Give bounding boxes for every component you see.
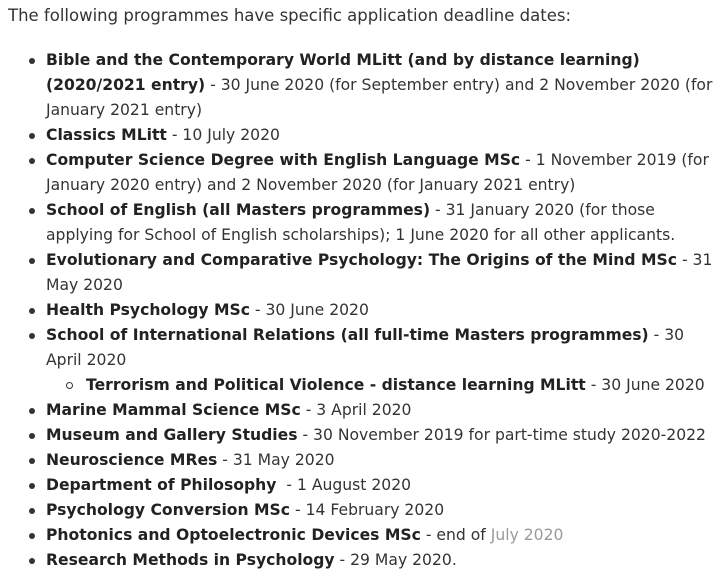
programme-deadline: - 29 May 2020. — [334, 551, 457, 569]
programme-deadline: - end of — [420, 526, 486, 544]
programme-name: Photonics and Optoelectronic Devices MSc — [46, 526, 421, 544]
programme-deadline: - 14 February 2020 — [290, 501, 445, 519]
programme-deadline: - 3 April 2020 — [300, 401, 412, 419]
programme-name: School of International Relations (all full-time Masters programmes) — [46, 326, 649, 344]
programme-deadline-list — [0, 48, 720, 573]
list-item-marine-mammal-science — [0, 398, 720, 423]
list-item-computer-science — [0, 148, 720, 198]
programme-name: Museum and Gallery Studies — [46, 426, 298, 444]
list-item-research-methods — [0, 548, 720, 573]
list-item-terrorism-political-violence — [46, 373, 714, 398]
programme-deadline: - 30 November 2019 for part-time study 2020-2022 — [297, 426, 706, 444]
programme-name: Psychology Conversion MSc — [46, 501, 291, 519]
programme-name: Evolutionary and Comparative Psychology: The Origins of the Mind MSc — [46, 251, 677, 269]
programme-name: School of English (all Masters programmes) — [46, 201, 431, 219]
programme-name: Classics MLitt — [46, 126, 167, 144]
programme-deadline-faded: July 2020 — [485, 526, 564, 544]
programme-name: Marine Mammal Science MSc — [46, 401, 301, 419]
programme-deadline: - 10 July 2020 — [166, 126, 280, 144]
programme-deadline: - 31 January 2020 (for those applying for School of English scholarships); 1 June 2020 for all other applicants. — [46, 201, 676, 244]
list-item-photonics — [0, 523, 720, 548]
programme-deadline: - 30 June 2020 (for September entry) and 2 November 2020 (for January 2021 entry) — [46, 76, 713, 119]
programme-deadline: - 30 June 2020 — [249, 301, 369, 319]
programme-name: Department of Philosophy — [46, 476, 277, 494]
list-item-museum-gallery-studies — [0, 423, 720, 448]
programme-deadline: - 30 June 2020 — [585, 376, 705, 394]
list-item-psychology-conversion — [0, 498, 720, 523]
list-item-bible-contemporary-world — [0, 48, 720, 123]
programme-name: Computer Science Degree with English Language MSc — [46, 151, 521, 169]
programme-deadline: - 1 November 2019 (for January 2020 entry) and 2 November 2020 (for January 2021 entry) — [46, 151, 709, 194]
programme-deadline: - 31 May 2020 — [46, 251, 713, 294]
programme-name: Bible and the Contemporary World MLitt (and by distance learning) (2020/2021 entry) — [46, 51, 640, 94]
list-item-evolutionary-psychology — [0, 248, 720, 298]
list-item-philosophy — [0, 473, 720, 498]
programme-deadline: - 31 May 2020 — [217, 451, 335, 469]
programme-name: Neuroscience MRes — [46, 451, 218, 469]
programme-deadline: - 1 August 2020 — [276, 476, 412, 494]
list-item-neuroscience — [0, 448, 720, 473]
list-item-school-of-english — [0, 198, 720, 248]
programme-name: Terrorism and Political Violence - distance learning MLitt — [86, 376, 586, 394]
programme-deadline: - 30 April 2020 — [46, 326, 685, 369]
sub-list — [46, 373, 714, 398]
list-item-international-relations — [0, 323, 720, 398]
programme-name: Research Methods in Psychology — [46, 551, 335, 569]
intro-text: The following programmes have specific application deadline dates: — [8, 6, 572, 25]
programme-name: Health Psychology MSc — [46, 301, 250, 319]
list-item-classics — [0, 123, 720, 148]
list-item-health-psychology — [0, 298, 720, 323]
